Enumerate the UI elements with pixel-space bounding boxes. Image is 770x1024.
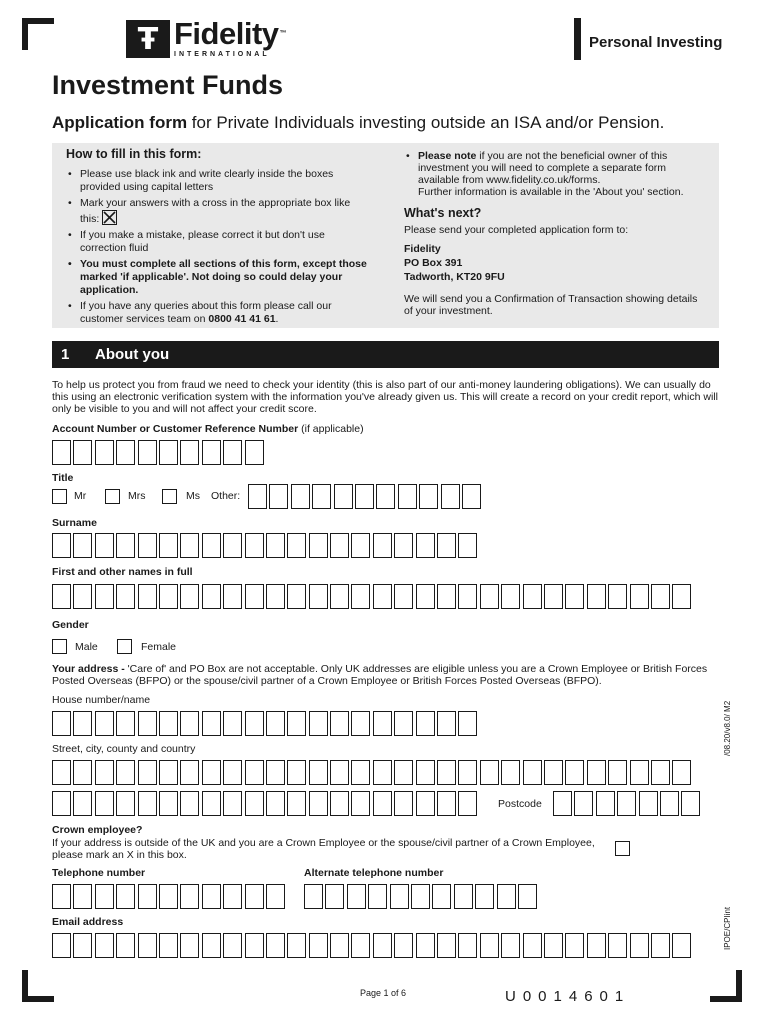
char-box[interactable] [116, 711, 135, 736]
char-box[interactable] [223, 884, 242, 909]
account-number-label [52, 423, 364, 435]
whats-next-line1: Please send your completed application form to: [404, 224, 629, 236]
char-box[interactable] [202, 711, 221, 736]
char-box[interactable] [458, 533, 477, 558]
gender-label-text: Gender [52, 619, 89, 631]
char-box[interactable] [373, 711, 392, 736]
char-box[interactable] [437, 584, 456, 609]
char-box[interactable] [672, 760, 691, 785]
char-box[interactable] [223, 584, 242, 609]
gender-label [52, 619, 89, 631]
char-box[interactable] [574, 791, 593, 816]
char-box[interactable] [138, 760, 157, 785]
char-box[interactable] [266, 760, 285, 785]
char-box[interactable] [544, 584, 563, 609]
char-box[interactable] [73, 884, 92, 909]
char-box[interactable] [437, 760, 456, 785]
char-box[interactable] [330, 760, 349, 785]
char-box[interactable] [52, 440, 71, 465]
char-box[interactable] [248, 484, 267, 509]
char-box[interactable] [52, 760, 71, 785]
char-box[interactable] [309, 533, 328, 558]
char-box[interactable] [639, 791, 658, 816]
char-box[interactable] [351, 533, 370, 558]
address-label: Your address - [52, 663, 128, 675]
char-box[interactable] [73, 584, 92, 609]
char-box[interactable] [95, 760, 114, 785]
char-box[interactable] [159, 933, 178, 958]
char-box[interactable] [202, 440, 221, 465]
address-instructions [52, 663, 712, 687]
char-box[interactable] [309, 791, 328, 816]
note-bullet [404, 150, 704, 198]
char-box[interactable] [630, 933, 649, 958]
char-box[interactable] [480, 760, 499, 785]
char-box[interactable] [398, 484, 417, 509]
char-box[interactable] [159, 884, 178, 909]
cross-example-icon [102, 210, 117, 225]
char-box[interactable] [245, 711, 264, 736]
char-box[interactable] [660, 791, 679, 816]
char-box[interactable] [351, 791, 370, 816]
char-box[interactable] [159, 584, 178, 609]
char-box[interactable] [309, 711, 328, 736]
char-box[interactable] [245, 440, 264, 465]
char-box[interactable] [373, 760, 392, 785]
char-box[interactable] [376, 484, 395, 509]
char-box[interactable] [608, 760, 627, 785]
logo-word: Fidelity [174, 16, 279, 51]
char-box[interactable] [159, 760, 178, 785]
char-box[interactable] [437, 933, 456, 958]
howto-bullet-cross-text: Mark your answers with a cross in the appropriate box like this: [80, 197, 351, 225]
char-box[interactable] [116, 791, 135, 816]
title-mr-checkbox[interactable] [52, 489, 67, 504]
char-box[interactable] [95, 933, 114, 958]
char-box[interactable] [223, 933, 242, 958]
char-box[interactable] [587, 584, 606, 609]
char-box[interactable] [553, 791, 572, 816]
char-box[interactable] [501, 584, 520, 609]
howto-queries-end: . [275, 313, 279, 325]
char-box[interactable] [266, 711, 285, 736]
char-box[interactable] [52, 884, 71, 909]
personal-investing-bar [574, 18, 581, 60]
char-box[interactable] [394, 711, 413, 736]
char-box[interactable] [202, 584, 221, 609]
char-box[interactable] [419, 484, 438, 509]
char-box[interactable] [180, 584, 199, 609]
personal-investing-label: Personal Investing [589, 34, 723, 51]
char-box[interactable] [437, 533, 456, 558]
char-box[interactable] [52, 791, 71, 816]
account-number-boxes[interactable] [52, 440, 266, 465]
char-box[interactable] [180, 884, 199, 909]
gender-male-label: Male [75, 641, 98, 653]
char-box[interactable] [681, 791, 700, 816]
char-box[interactable] [116, 884, 135, 909]
char-box[interactable] [245, 884, 264, 909]
char-box[interactable] [330, 933, 349, 958]
address-line-1: Fidelity [404, 243, 441, 255]
whats-next-line2: We will send you a Confirmation of Transaction showing details of your investment. [404, 293, 698, 317]
gender-male-checkbox[interactable] [52, 639, 67, 654]
char-box[interactable] [245, 584, 264, 609]
logo-subtitle: INTERNATIONAL [174, 51, 270, 58]
postcode-label: Postcode [498, 798, 542, 810]
telephone-label [52, 867, 145, 879]
char-box[interactable] [245, 760, 264, 785]
crown-label [52, 824, 142, 836]
char-box[interactable] [73, 933, 92, 958]
crop-mark-bottom-right [710, 970, 742, 1002]
char-box[interactable] [52, 584, 71, 609]
char-box[interactable] [501, 760, 520, 785]
char-box[interactable] [95, 884, 114, 909]
char-box[interactable] [351, 584, 370, 609]
char-box[interactable] [116, 584, 135, 609]
char-box[interactable] [390, 884, 409, 909]
char-box[interactable] [287, 711, 306, 736]
first-names-label-text: First and other names in full [52, 566, 193, 578]
address-line-2: PO Box 391 [404, 257, 463, 269]
title-other-label: Other: [211, 490, 241, 502]
form-reference-code: U0014601 [505, 988, 631, 1005]
first-names-boxes[interactable] [52, 584, 694, 609]
char-box[interactable] [416, 533, 435, 558]
char-box[interactable] [287, 791, 306, 816]
char-box[interactable] [266, 584, 285, 609]
char-box[interactable] [287, 760, 306, 785]
char-box[interactable] [325, 884, 344, 909]
char-box[interactable] [523, 760, 542, 785]
char-box[interactable] [523, 933, 542, 958]
char-box[interactable] [416, 933, 435, 958]
char-box[interactable] [138, 533, 157, 558]
fidelity-logo-icon: Ŧ [126, 20, 170, 58]
title-label [52, 472, 73, 484]
note-text: if you are not the beneficial owner of this investment you will need to complete a separate form available from www.fidelity.co.uk/forms. [418, 150, 668, 186]
char-box[interactable] [223, 440, 242, 465]
char-box[interactable] [330, 584, 349, 609]
char-box[interactable] [180, 933, 199, 958]
char-box[interactable] [52, 933, 71, 958]
char-box[interactable] [116, 760, 135, 785]
char-box[interactable] [416, 584, 435, 609]
page-subtitle [52, 113, 664, 133]
street-boxes-line2[interactable] [52, 791, 480, 816]
char-box[interactable] [287, 533, 306, 558]
char-box[interactable] [373, 933, 392, 958]
house-boxes[interactable] [52, 711, 480, 736]
char-box[interactable] [202, 533, 221, 558]
char-box[interactable] [608, 584, 627, 609]
char-box[interactable] [454, 884, 473, 909]
title-label-text: Title [52, 472, 74, 484]
howto-bullet-ink: • Please use black ink and write clearly inside the boxes provided using capital letters [66, 168, 371, 194]
char-box[interactable] [630, 760, 649, 785]
char-box[interactable] [458, 711, 477, 736]
char-box[interactable] [95, 533, 114, 558]
char-box[interactable] [312, 484, 331, 509]
char-box[interactable] [269, 484, 288, 509]
whats-next-column [404, 150, 704, 317]
account-label-bold: Account Number or Customer Reference Number [52, 423, 299, 435]
char-box[interactable] [73, 711, 92, 736]
email-boxes[interactable] [52, 933, 694, 958]
char-box[interactable] [116, 533, 135, 558]
howto-bullet-cross [66, 197, 371, 226]
char-box[interactable] [330, 533, 349, 558]
street-boxes-line1[interactable] [52, 760, 694, 785]
char-box[interactable] [351, 933, 370, 958]
char-box[interactable] [351, 760, 370, 785]
char-box[interactable] [202, 760, 221, 785]
char-box[interactable] [651, 760, 670, 785]
char-box[interactable] [52, 711, 71, 736]
char-box[interactable] [159, 533, 178, 558]
char-box[interactable] [441, 484, 460, 509]
char-box[interactable] [565, 933, 584, 958]
howto-queries-text: If you have any queries about this form please call our customer services team on [80, 300, 332, 325]
char-box[interactable] [394, 933, 413, 958]
char-box[interactable] [223, 711, 242, 736]
char-box[interactable] [95, 440, 114, 465]
char-box[interactable] [334, 484, 353, 509]
char-box[interactable] [394, 760, 413, 785]
note-bold: Please note [418, 150, 477, 162]
crown-text: If your address is outside of the UK and you are a Crown Employee or the spouse/civil partner of a Crown Employee, please mark an X in this box. [52, 837, 595, 861]
char-box[interactable] [309, 584, 328, 609]
char-box[interactable] [245, 791, 264, 816]
page-number: Page 1 of 6 [360, 988, 407, 998]
char-box[interactable] [475, 884, 494, 909]
char-box[interactable] [523, 584, 542, 609]
char-box[interactable] [458, 584, 477, 609]
char-box[interactable] [458, 933, 477, 958]
char-box[interactable] [138, 791, 157, 816]
char-box[interactable] [651, 584, 670, 609]
char-box[interactable] [497, 884, 516, 909]
surname-boxes[interactable] [52, 533, 480, 558]
char-box[interactable] [565, 584, 584, 609]
char-box[interactable] [518, 884, 537, 909]
char-box[interactable] [373, 533, 392, 558]
section-title: About you [95, 346, 170, 363]
house-label: House number/name [52, 694, 151, 706]
char-box[interactable] [394, 791, 413, 816]
howto-bullet-complete: • You must complete all sections of this form, except those marked 'if applicable'. Not doing so could delay your application. [66, 258, 371, 297]
char-box[interactable] [672, 584, 691, 609]
char-box[interactable] [138, 933, 157, 958]
char-box[interactable] [138, 711, 157, 736]
char-box[interactable] [52, 533, 71, 558]
char-box[interactable] [373, 791, 392, 816]
crop-mark-bottom-left [22, 970, 54, 1002]
char-box[interactable] [180, 791, 199, 816]
char-box[interactable] [437, 791, 456, 816]
howto-bullet-queries [66, 300, 371, 326]
char-box[interactable] [73, 440, 92, 465]
char-box[interactable] [245, 933, 264, 958]
alt-telephone-label [304, 867, 443, 879]
char-box[interactable] [351, 711, 370, 736]
char-box[interactable] [266, 884, 285, 909]
char-box[interactable] [672, 933, 691, 958]
customer-services-phone: 0800 41 41 61 [208, 313, 276, 325]
side-form-code: IPOE/CPIint [723, 906, 732, 950]
char-box[interactable] [245, 533, 264, 558]
char-box[interactable] [202, 884, 221, 909]
telephone-boxes[interactable] [52, 884, 287, 909]
title-other-boxes[interactable] [248, 484, 483, 509]
title-mr-label: Mr [74, 490, 87, 502]
char-box[interactable] [394, 584, 413, 609]
alt-telephone-label-text: Alternate telephone number [304, 867, 444, 879]
char-box[interactable] [159, 440, 178, 465]
char-box[interactable] [180, 711, 199, 736]
telephone-label-text: Telephone number [52, 867, 146, 879]
char-box[interactable] [368, 884, 387, 909]
char-box[interactable] [608, 933, 627, 958]
section-intro: To help us protect you from fraud we need to check your identity (this is also part of our anti-money laundering obligations). We can usually do this using an electronic verification system with the information you've already given us. This will create a record on your credit report, which will only be visible to you and will not affect your credit score. [52, 379, 718, 415]
char-box[interactable] [73, 760, 92, 785]
postal-address [404, 242, 704, 284]
char-box[interactable] [223, 791, 242, 816]
char-box[interactable] [480, 584, 499, 609]
email-label [52, 916, 123, 928]
char-box[interactable] [501, 933, 520, 958]
title-mrs-label: Mrs [128, 490, 146, 502]
char-box[interactable] [304, 884, 323, 909]
char-box[interactable] [266, 533, 285, 558]
char-box[interactable] [73, 791, 92, 816]
char-box[interactable] [138, 884, 157, 909]
char-box[interactable] [462, 484, 481, 509]
char-box[interactable] [330, 791, 349, 816]
how-to-fill-column [66, 148, 371, 329]
char-box[interactable] [95, 584, 114, 609]
first-names-label [52, 566, 193, 578]
char-box[interactable] [437, 711, 456, 736]
address-text: 'Care of' and PO Box are not acceptable. Only UK addresses are eligible unless you are a Crown Employee or British Forces Posted Overseas (BFPO) or the spouse/civil partner of a Crown Employee or British Forces Posted Overseas (BFPO). [52, 663, 708, 687]
char-box[interactable] [587, 933, 606, 958]
surname-label [52, 517, 97, 529]
char-box[interactable] [95, 711, 114, 736]
crown-employee-checkbox[interactable] [615, 841, 630, 856]
char-box[interactable] [159, 791, 178, 816]
char-box[interactable] [480, 933, 499, 958]
char-box[interactable] [138, 584, 157, 609]
gender-female-checkbox[interactable] [117, 639, 132, 654]
char-box[interactable] [309, 933, 328, 958]
fidelity-logo [126, 16, 287, 58]
char-box[interactable] [330, 711, 349, 736]
subtitle-bold: Application form [52, 113, 188, 132]
char-box[interactable] [587, 760, 606, 785]
char-box[interactable] [416, 791, 435, 816]
char-box[interactable] [309, 760, 328, 785]
street-label: Street, city, county and country [52, 743, 196, 755]
char-box[interactable] [223, 533, 242, 558]
char-box[interactable] [291, 484, 310, 509]
char-box[interactable] [596, 791, 615, 816]
gender-female-label: Female [141, 641, 177, 653]
char-box[interactable] [458, 791, 477, 816]
page-title: Investment Funds [52, 70, 284, 100]
char-box[interactable] [355, 484, 374, 509]
section-number: 1 [61, 346, 70, 363]
alt-telephone-boxes[interactable] [304, 884, 539, 909]
title-mrs-checkbox[interactable] [105, 489, 120, 504]
side-version-code: /08.20/v8.0/ M2 [723, 700, 732, 756]
char-box[interactable] [394, 533, 413, 558]
account-label-suffix: (if applicable) [298, 423, 364, 435]
char-box[interactable] [266, 791, 285, 816]
char-box[interactable] [565, 760, 584, 785]
crown-label-text: Crown employee? [52, 824, 143, 836]
char-box[interactable] [544, 933, 563, 958]
crop-mark-top-left [22, 18, 54, 50]
char-box[interactable] [180, 760, 199, 785]
char-box[interactable] [116, 933, 135, 958]
subtitle-rest: for Private Individuals investing outside an ISA and/or Pension. [187, 113, 665, 132]
howto-bullet-mistake: • If you make a mistake, please correct it but don't use correction fluid [66, 229, 371, 255]
whats-next-heading: What's next? [404, 206, 482, 220]
char-box[interactable] [287, 584, 306, 609]
char-box[interactable] [617, 791, 636, 816]
char-box[interactable] [180, 440, 199, 465]
title-ms-checkbox[interactable] [162, 489, 177, 504]
char-box[interactable] [373, 584, 392, 609]
char-box[interactable] [95, 791, 114, 816]
char-box[interactable] [223, 760, 242, 785]
email-label-text: Email address [52, 916, 124, 928]
char-box[interactable] [116, 440, 135, 465]
char-box[interactable] [138, 440, 157, 465]
char-box[interactable] [159, 711, 178, 736]
char-box[interactable] [416, 760, 435, 785]
char-box[interactable] [544, 760, 563, 785]
surname-label-text: Surname [52, 517, 97, 529]
char-box[interactable] [266, 933, 285, 958]
char-box[interactable] [287, 933, 306, 958]
char-box[interactable] [432, 884, 451, 909]
logo-trademark: ™ [279, 30, 287, 37]
section-1-header [52, 341, 719, 368]
char-box[interactable] [458, 760, 477, 785]
char-box[interactable] [630, 584, 649, 609]
char-box[interactable] [651, 933, 670, 958]
char-box[interactable] [73, 533, 92, 558]
postcode-boxes[interactable] [553, 791, 703, 816]
char-box[interactable] [347, 884, 366, 909]
how-to-heading: How to fill in this form: [66, 147, 202, 161]
char-box[interactable] [202, 791, 221, 816]
char-box[interactable] [202, 933, 221, 958]
char-box[interactable] [416, 711, 435, 736]
char-box[interactable] [180, 533, 199, 558]
char-box[interactable] [411, 884, 430, 909]
address-line-3: Tadworth, KT20 9FU [404, 271, 505, 283]
note-text-2: Further information is available in the 'About you' section. [418, 186, 684, 198]
title-ms-label: Ms [186, 490, 200, 502]
